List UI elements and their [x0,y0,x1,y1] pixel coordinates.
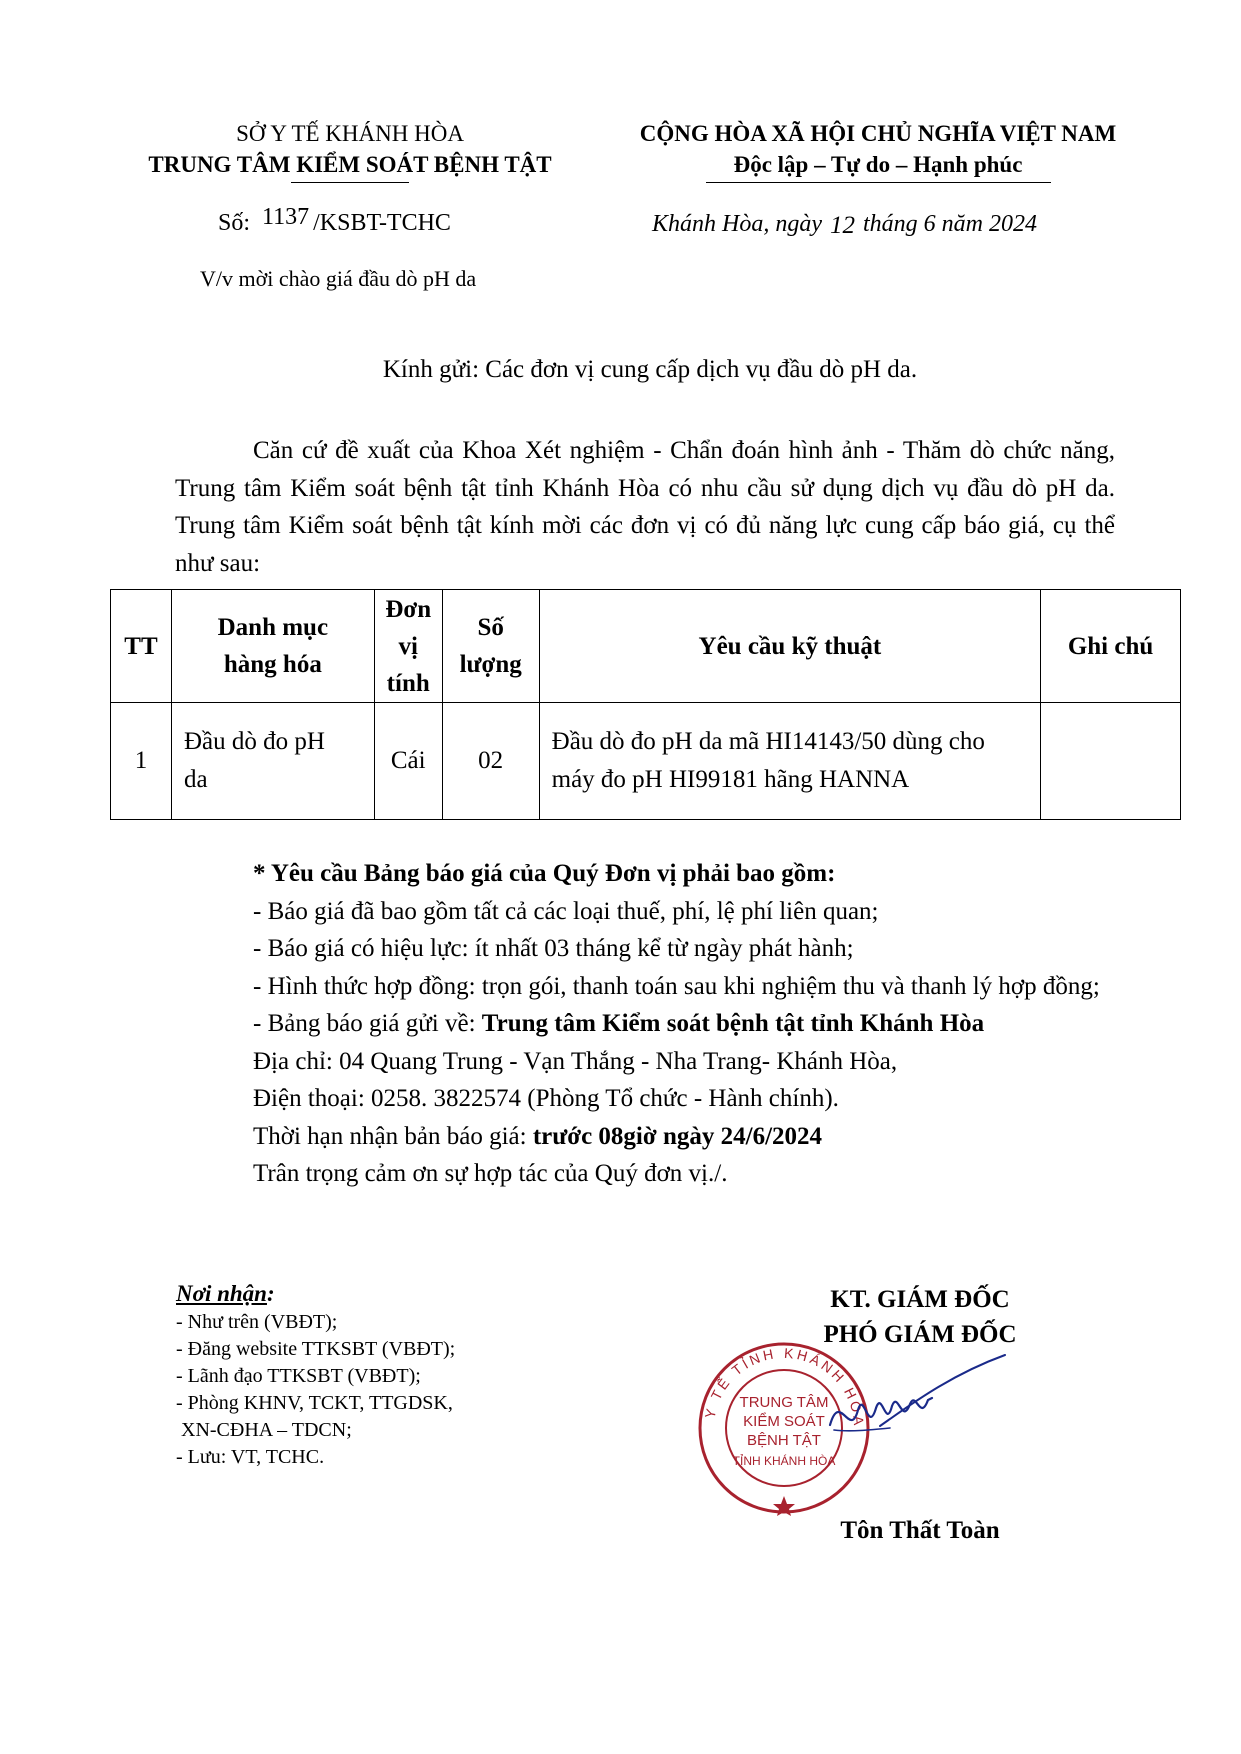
document-date [652,210,1037,238]
send-prefix: - Bảng báo giá gửi về: [253,1010,482,1037]
phone-line: Điện thoại: 0258. 3822574 (Phòng Tổ chức - Hành chính). [253,1085,839,1112]
header-note: Ghi chú [1041,590,1181,703]
requirements-section [175,855,1115,1193]
header-tt: TT [111,590,172,703]
address-line: Địa chỉ: 04 Quang Trung - Vạn Thắng - Nha Trang- Khánh Hòa, [253,1047,898,1075]
header-item-line2: hàng hóa [223,651,322,678]
requirements-title: * Yêu cầu Bảng báo giá của Quý Đơn vị phải bao gồm: [253,860,836,887]
header-unit-line2: vị [398,632,418,660]
motto-underline [706,182,1051,183]
issuer-parent: SỞ Y TẾ KHÁNH HÒA [236,121,464,146]
intro-paragraph: Căn cứ đề xuất của Khoa Xét nghiệm - Chẩn đoán hình ảnh - Thăm dò chức năng, Trung tâm Kiểm soát bệnh tật tỉnh Khánh Hòa có nhu cầu sử dụng dịch vụ đầu dò pH da. Trung tâm Kiểm soát bệnh tật kính mời các đơn vị có đủ năng lực cung cấp báo giá, cụ thể như sau: [175,437,1115,577]
cell-spec: Đầu dò đo pH da mã HI14143/50 dùng cho máy đo pH HI99181 hãng HANNA [539,703,1040,820]
recipients-block [176,1279,455,1471]
handwritten-signature-icon [820,1330,1010,1490]
recipients-title-text: Nơi nhận [176,1281,267,1306]
stamp-line1: TRUNG TÂM [739,1394,829,1411]
send-organization: Trung tâm Kiểm soát bệnh tật tỉnh Khánh Hòa [481,1010,985,1037]
svg-text:Y TẾ TỈNH KHÁNH HÒA: Y TẾ TỈNH KHÁNH HÒA [701,1344,868,1429]
recipient-item: - Như trên (VBĐT); [176,1311,338,1333]
stamp-line2: KIỂM SOÁT [743,1413,825,1430]
issuer-block [100,118,600,183]
cell-tt: 1 [111,703,172,820]
document-subject: V/v mời chào giá đầu dò pH da [200,266,477,291]
header-unit [374,590,442,703]
header-qty-line2: lượng [459,651,522,678]
number-value: 1137 [262,204,310,230]
recipients-title [176,1279,455,1309]
table-row [111,703,1181,820]
thanks-line: Trân trọng cảm ơn sự hợp tác của Quý đơn vị./. [253,1160,728,1187]
cell-note [1041,703,1181,820]
country-name: CỘNG HÒA XÃ HỘI CHỦ NGHĨA VIỆT NAM [639,121,1117,146]
header-item [171,590,374,703]
deadline-prefix: Thời hạn nhận bản báo giá: [253,1122,533,1150]
cell-unit: Cái [374,703,442,820]
deadline-line [175,1118,1115,1156]
requirement-line: - Hình thức hợp đồng: trọn gói, thanh toán sau khi nghiệm thu và thanh lý hợp đồng; [253,972,1100,1000]
header-qty [442,590,539,703]
header-unit-line3: tính [386,669,430,697]
signature-title-line1: KT. GIÁM ĐỐC [830,1286,1010,1313]
stamp-line4: TỈNH KHÁNH HÒA [732,1454,836,1468]
document-number [218,204,451,237]
stamp-line3: BỆNH TẬT [747,1432,821,1449]
requirement-line: - Báo giá có hiệu lực: ít nhất 03 tháng kể từ ngày phát hành; [253,935,854,962]
national-title-block [598,118,1158,183]
header-item-line1: Danh mục [217,614,329,641]
issuer-underline [291,182,409,183]
signer-name: Tôn Thất Toàn [840,1517,1000,1544]
recipient-item: - Lãnh đạo TTKSBT (VBĐT); [176,1365,421,1387]
header-unit-line1: Đơn [385,595,432,623]
header-spec: Yêu cầu kỹ thuật [539,590,1040,703]
cell-qty: 02 [442,703,539,820]
recipient-item: - Đăng website TTKSBT (VBĐT); [176,1338,456,1360]
date-rest: tháng 6 năm 2024 [863,211,1037,237]
number-suffix: /KSBT-TCHC [313,210,451,236]
recipient-item: - Lưu: VT, TCHC. [176,1446,325,1468]
recipients-title-colon: : [266,1281,275,1306]
motto: Độc lập – Tự do – Hạnh phúc [733,152,1023,177]
issuer-name: TRUNG TÂM KIỂM SOÁT BỆNH TẬT [148,152,552,177]
recipient-item: - Phòng KHNV, TCKT, TTGDSK, [176,1392,453,1414]
requirement-send-to [175,1005,1115,1043]
goods-table [110,589,1181,820]
date-prefix: Khánh Hòa, ngày [652,211,822,237]
requirement-line: - Báo giá đã bao gồm tất cả các loại thuế, phí, lệ phí liên quan; [253,897,879,925]
signature-title-line2: PHÓ GIÁM ĐỐC [823,1321,1017,1348]
cell-item: Đầu dò đo pH da [171,703,374,820]
recipient-item: XN-CĐHA – TDCN; [176,1419,352,1441]
greeting: Kính gửi: Các đơn vị cung cấp dịch vụ đầu dò pH da. [382,356,918,383]
date-day: 12 [830,212,855,239]
number-prefix: Số: [218,210,251,236]
deadline-value: trước 08giờ ngày 24/6/2024 [532,1122,823,1150]
table-header-row [111,590,1181,703]
header-qty-line1: Số [477,614,504,641]
